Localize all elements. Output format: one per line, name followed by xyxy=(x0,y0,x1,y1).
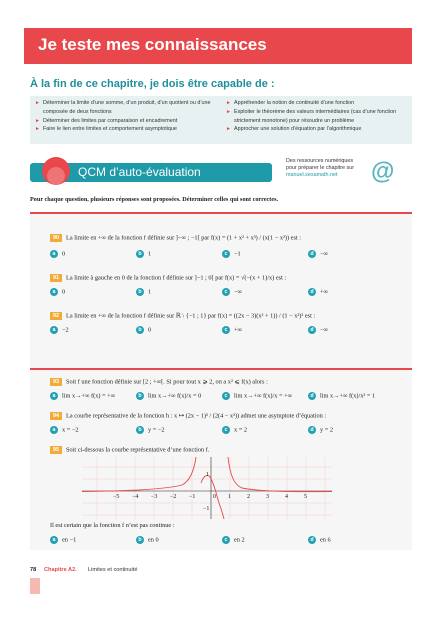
objective-item: ► Appréhender la notion de continuité d’une fonction xyxy=(226,100,355,106)
instructions: Pour chaque question, plusieurs réponses sont proposées. Déterminer celles qui sont correctes. xyxy=(30,196,279,203)
at-sign-icon: @ xyxy=(371,158,395,185)
objective-item: ► Faire le lien entre limites et comportement asymptotique xyxy=(35,126,177,133)
option-a[interactable]: a lim x→+∞ f(x) = +∞ xyxy=(50,392,115,400)
resources-link[interactable]: manuel.sesamath.net xyxy=(286,172,338,178)
qcm-title: QCM d’auto-évaluation xyxy=(78,165,201,179)
option-c[interactable]: c en 2 xyxy=(222,536,245,544)
resources-note: Des ressources numériques pour préparer le chapitre sur manuel.sesamath.net xyxy=(286,158,355,178)
header-banner xyxy=(24,28,412,64)
option-d[interactable]: d +∞ xyxy=(308,288,328,296)
objectives-title: À la fin de ce chapitre, je dois être capable de : xyxy=(30,78,275,90)
objectives-left-column xyxy=(34,99,214,134)
option-d[interactable]: d y = 2 xyxy=(308,426,333,434)
question-90: 90 La limite en +∞ de la fonction f définie sur ]−∞ ; −1[ par f(x) = (1 + x² + x³) / (x(1 − x²)) est : xyxy=(50,234,301,242)
page-title: Je teste mes connaissances xyxy=(38,35,267,54)
question-93: 93 Soit f une fonction définie sur [2 ; +∞[. Si pour tout x ⩾ 2, on a x² ⩽ f(x) alors : xyxy=(50,378,268,386)
objective-item: ► Approcher une solution d’équation par l’algorithmique xyxy=(226,126,362,133)
option-b[interactable]: b 1 xyxy=(136,288,151,296)
question-94: 94 La courbe représentative de la fonction h : x ↦ (2x − 1)² / (2(4 − x²)) admet une asymptote d’équation : xyxy=(50,412,326,420)
question-91: 91 La limite à gauche en 0 de la fonction f définie sur ]−1 ; 0[ par f(x) = √(−(x + 1)/x) est : xyxy=(50,274,286,282)
objectives-box xyxy=(30,96,412,144)
footer-tab xyxy=(30,578,40,594)
option-d[interactable]: d en 6 xyxy=(308,536,331,544)
x-tick-labels xyxy=(113,472,307,512)
option-a[interactable]: a en −1 xyxy=(50,536,76,544)
option-a[interactable]: a 0 xyxy=(50,288,65,296)
option-d[interactable]: d −∞ xyxy=(308,326,328,334)
origin-label: 0 xyxy=(213,494,216,500)
bullet-triangle-icon: ► xyxy=(35,100,40,106)
y-tick-label: −1 xyxy=(203,506,210,512)
option-c[interactable]: c +∞ xyxy=(222,326,242,334)
page-number: 78 xyxy=(30,567,37,573)
bullet-triangle-icon: ► xyxy=(226,100,231,106)
x-tick-label: 3 xyxy=(266,494,269,500)
qcm-circle-icon xyxy=(42,157,70,185)
objective-item: ► Déterminer des limites par comparaison et encadrement xyxy=(35,117,178,124)
option-d[interactable]: d −∞ xyxy=(308,250,328,258)
option-c[interactable]: c −1 xyxy=(222,250,241,258)
x-tick-label: −3 xyxy=(151,494,158,500)
x-tick-label: 1 xyxy=(228,494,231,500)
x-tick-label: 5 xyxy=(304,494,307,500)
option-c[interactable]: c lim x→+∞ f(x)/x = +∞ xyxy=(222,392,292,400)
option-b[interactable]: b lim x→+∞ f(x)/x = 0 xyxy=(136,392,201,400)
x-tick-label: 4 xyxy=(285,494,288,500)
option-b[interactable]: b en 0 xyxy=(136,536,159,544)
question-panel-1 xyxy=(30,212,412,377)
x-tick-label: −4 xyxy=(132,494,139,500)
chapter-title: Limites et continuité xyxy=(88,567,138,573)
option-a[interactable]: a x = −2 xyxy=(50,426,79,434)
question-92: 92 La limite en +∞ de la fonction f définie sur ℝ \ {−1 ; 1} par f(x) = ((2x − 3)(x² + 1)) / (1 − x²)² est : xyxy=(50,312,315,320)
x-tick-label: −2 xyxy=(170,494,177,500)
after-graph-text: Il est certain que la fonction f n’est pas continue : xyxy=(50,522,175,529)
option-b[interactable]: b 1 xyxy=(136,250,151,258)
y-tick-label: 1 xyxy=(206,472,209,478)
option-c[interactable]: c x = 2 xyxy=(222,426,247,434)
bullet-triangle-icon: ► xyxy=(35,126,40,133)
option-b[interactable]: b y = −2 xyxy=(136,426,165,434)
bullet-triangle-icon: ► xyxy=(226,108,231,115)
x-tick-label: −5 xyxy=(113,494,120,500)
x-tick-label: −1 xyxy=(189,494,196,500)
objectives-right-column xyxy=(225,99,405,134)
option-a[interactable]: a −2 xyxy=(50,326,69,334)
option-c[interactable]: c −∞ xyxy=(222,288,242,296)
function-graph xyxy=(82,457,332,519)
option-b[interactable]: b 0 xyxy=(136,326,151,334)
bullet-triangle-icon: ► xyxy=(35,117,40,124)
option-d[interactable]: d lim x→+∞ f(x)/x² = 1 xyxy=(308,392,375,400)
objective-item: ► Exploiter le théorème des valeurs intermédiaires (cas d’une fonction strictement monotone) pour résoudre un problème xyxy=(226,108,397,124)
chapter-label: Chapitre A2. xyxy=(44,567,77,573)
objective-item: ► Déterminer la limite d’une somme, d’un produit, d’un quotient ou d’une composée de deux fonctions xyxy=(35,100,211,115)
question-95: 95 Soit ci-dessous la courbe représentative d’une fonction f. xyxy=(50,446,209,454)
x-tick-label: 2 xyxy=(247,494,250,500)
option-a[interactable]: a 0 xyxy=(50,250,65,258)
bullet-triangle-icon: ► xyxy=(226,126,231,133)
